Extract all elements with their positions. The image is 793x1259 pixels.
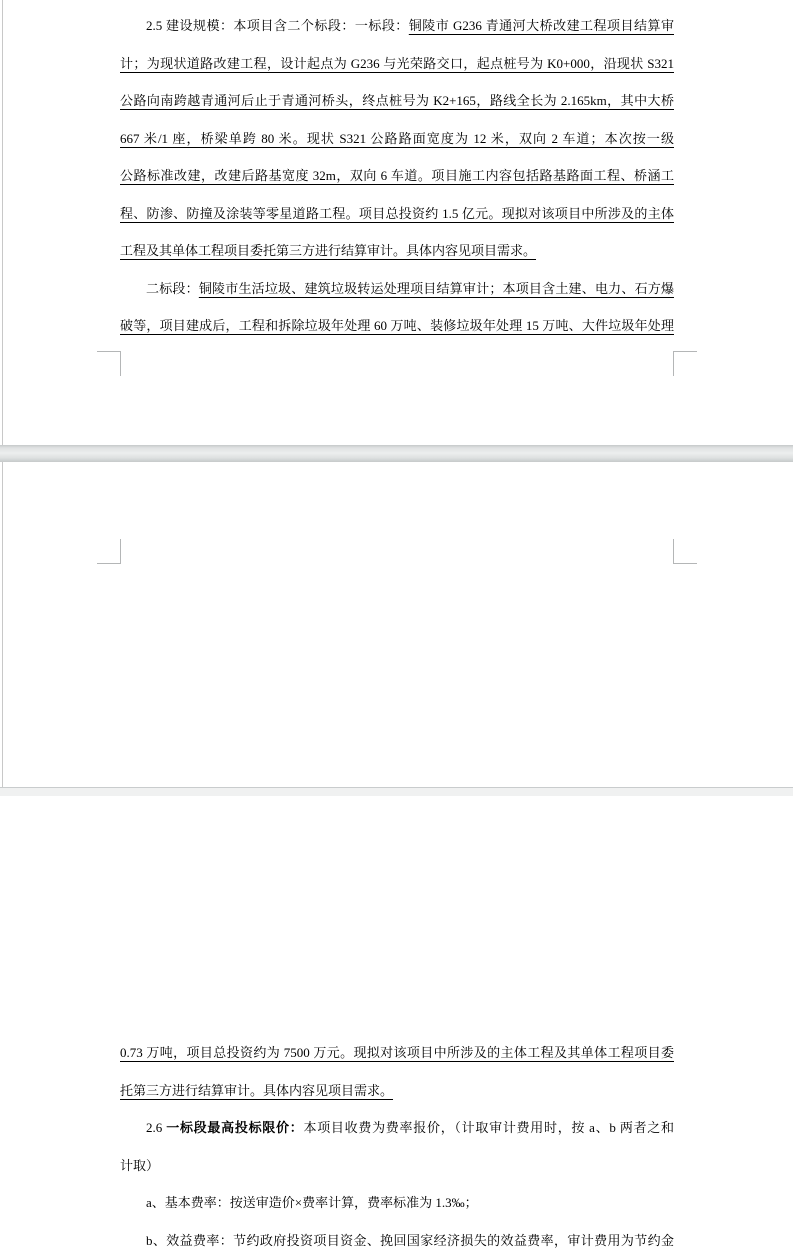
text-segment: 667 米/1 座，桥梁单跨 80 米。现状 S321 公路路面宽度为 12 米，双向 2 车道；本次按一级	[120, 131, 674, 146]
text-line[interactable]	[120, 1109, 674, 1147]
text-segment: 破等，项目建成后，工程和拆除垃圾年处理 60 万吨、装修垃圾年处理 15 万吨、大件垃圾年处理	[120, 318, 674, 333]
text-line[interactable]	[120, 157, 674, 195]
text-segment: b、效益费率：节约政府投资项目资金、挽回国家经济损失的效益费率，审计费用为节约金	[146, 1233, 674, 1248]
text-line[interactable]	[120, 232, 674, 270]
text-segment: 计；为现状道路改建工程，设计起点为 G236 与光荣路交口，起点桩号为 K0+000，沿现状 S321	[120, 56, 674, 71]
text-segment: 一标段最高投标限价：	[166, 1120, 303, 1135]
margin-crop-mark-bottom-right	[673, 351, 697, 376]
text-segment: 2.5 建设规模：本项目含二个标段：一标段：	[146, 18, 409, 33]
page-2-text-block[interactable]	[120, 1034, 674, 1259]
text-line[interactable]	[120, 1034, 674, 1072]
text-segment: 铜陵市 G236 青通河大桥改建工程项目结算审	[409, 18, 674, 33]
page-break-separator	[0, 445, 793, 462]
document-page-2[interactable]	[0, 462, 793, 787]
text-line[interactable]	[120, 1222, 674, 1259]
text-segment: 托第三方进行结算审计。具体内容见项目需求。	[120, 1083, 393, 1098]
text-segment: 公路标准改建，改建后路基宽度 32m，双向 6 车道。项目施工内容包括路基路面工程、桥涵工	[120, 168, 674, 183]
bottom-edge-strip	[0, 787, 793, 796]
text-segment: a、基本费率：按送审造价×费率计算，费率标准为 1.3‰；	[146, 1195, 478, 1210]
text-line[interactable]	[120, 1184, 674, 1222]
document-page-1[interactable]	[0, 0, 793, 445]
margin-crop-mark-bottom-left	[97, 351, 121, 376]
text-segment: 工程及其单体工程项目委托第三方进行结算审计。具体内容见项目需求。	[120, 243, 536, 258]
text-line[interactable]	[120, 270, 674, 308]
text-segment: 程、防渗、防撞及涂装等零星道路工程。项目总投资约 1.5 亿元。现拟对该项目中所涉及的主体	[120, 206, 674, 221]
text-line[interactable]	[120, 1147, 674, 1185]
margin-crop-mark-top-right	[673, 539, 697, 564]
text-segment: 二标段：	[146, 281, 199, 296]
page-1-text-block[interactable]	[120, 7, 674, 345]
text-line[interactable]	[120, 307, 674, 345]
text-segment: 本项目收费为费率报价，（计取审计费用时，按 a、b 两者之和	[303, 1120, 674, 1135]
text-line[interactable]	[120, 45, 674, 83]
text-segment: 公路向南跨越青通河后止于青通河桥头，终点桩号为 K2+165，路线全长为 2.165km，其中大桥	[120, 93, 674, 108]
text-line[interactable]	[120, 195, 674, 233]
margin-crop-mark-top-left	[97, 539, 121, 564]
text-line[interactable]	[120, 120, 674, 158]
text-segment: 计取）	[120, 1158, 159, 1173]
text-segment: 2.6	[146, 1120, 166, 1135]
text-segment: 0.73 万吨，项目总投资约为 7500 万元。现拟对该项目中所涉及的主体工程及其单体工程项目委	[120, 1045, 674, 1060]
text-line[interactable]	[120, 1072, 674, 1110]
page-left-edge-line	[2, 0, 3, 796]
text-line[interactable]	[120, 7, 674, 45]
text-segment: 铜陵市生活垃圾、建筑垃圾转运处理项目结算审计；本项目含土建、电力、石方爆	[199, 281, 674, 296]
text-line[interactable]	[120, 82, 674, 120]
